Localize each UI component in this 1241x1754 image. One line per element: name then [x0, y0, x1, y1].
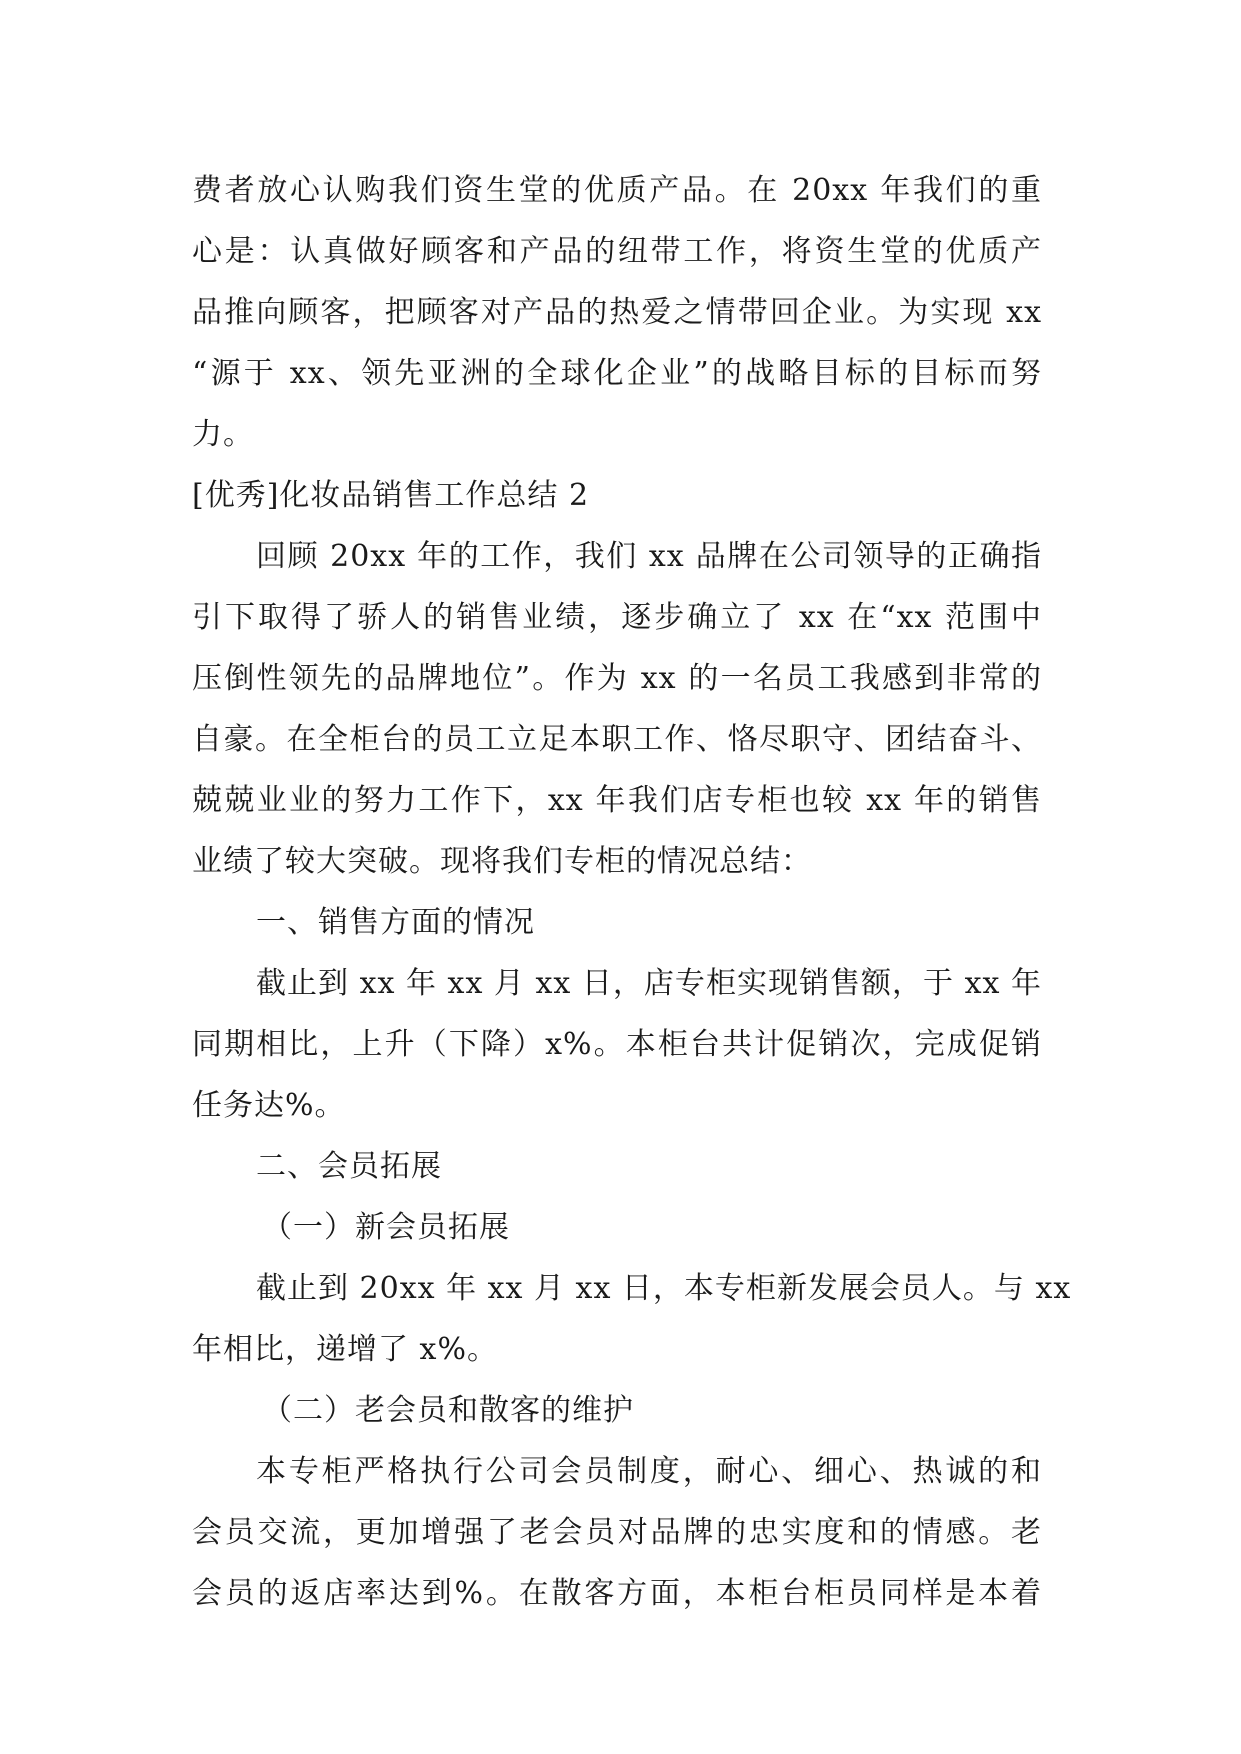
paragraph-line: 兢兢业业的努力工作下，xx 年我们店专柜也较 xx 年的销售: [192, 783, 1042, 818]
paragraph-line: 年相比，递增了 x%。: [192, 1332, 498, 1367]
paragraph-line: “源于 xx、领先亚洲的全球化企业”的战略目标的目标而努: [192, 356, 1042, 391]
paragraph-line: 品推向顾客，把顾客对产品的热爱之情带回企业。为实现 xx: [192, 295, 1042, 330]
paragraph-line: 截止到 xx 年 xx 月 xx 日，店专柜实现销售额，于 xx 年: [256, 966, 1042, 1001]
paragraph-line: 压倒性领先的品牌地位”。作为 xx 的一名员工我感到非常的: [192, 661, 1042, 696]
document-page: [192, 160, 1072, 1624]
section-title: [优秀]化妆品销售工作总结 2: [192, 478, 590, 513]
paragraph-line: 自豪。在全柜台的员工立足本职工作、恪尽职守、团结奋斗、: [192, 722, 1042, 757]
paragraph-line: 截止到 20xx 年 xx 月 xx 日，本专柜新发展会员人。与 xx: [256, 1271, 1072, 1306]
section-heading: 二、会员拓展: [256, 1149, 442, 1184]
paragraph-line: 引下取得了骄人的销售业绩，逐步确立了 xx 在“xx 范围中: [192, 600, 1042, 635]
paragraph-line: 会员交流，更加增强了老会员对品牌的忠实度和的情感。老: [192, 1515, 1042, 1550]
paragraph-line: 本专柜严格执行公司会员制度，耐心、细心、热诚的和: [256, 1454, 1042, 1489]
paragraph-line: 会员的返店率达到%。在散客方面，本柜台柜员同样是本着: [192, 1576, 1042, 1611]
paragraph-line: 心是：认真做好顾客和产品的纽带工作，将资生堂的优质产: [192, 234, 1042, 269]
section-heading: 一、销售方面的情况: [256, 905, 535, 940]
paragraph-line: 力。: [192, 417, 254, 452]
paragraph-line: 任务达%。: [192, 1088, 346, 1123]
subsection-heading: （二）老会员和散客的维护: [262, 1393, 634, 1428]
paragraph-line: 同期相比，上升（下降）x%。本柜台共计促销次，完成促销: [192, 1027, 1042, 1062]
paragraph-line: 业绩了较大突破。现将我们专柜的情况总结：: [192, 844, 812, 879]
subsection-heading: （一）新会员拓展: [262, 1210, 510, 1245]
paragraph-line: 回顾 20xx 年的工作，我们 xx 品牌在公司领导的正确指: [256, 539, 1042, 574]
paragraph-line: 费者放心认购我们资生堂的优质产品。在 20xx 年我们的重: [192, 173, 1042, 208]
